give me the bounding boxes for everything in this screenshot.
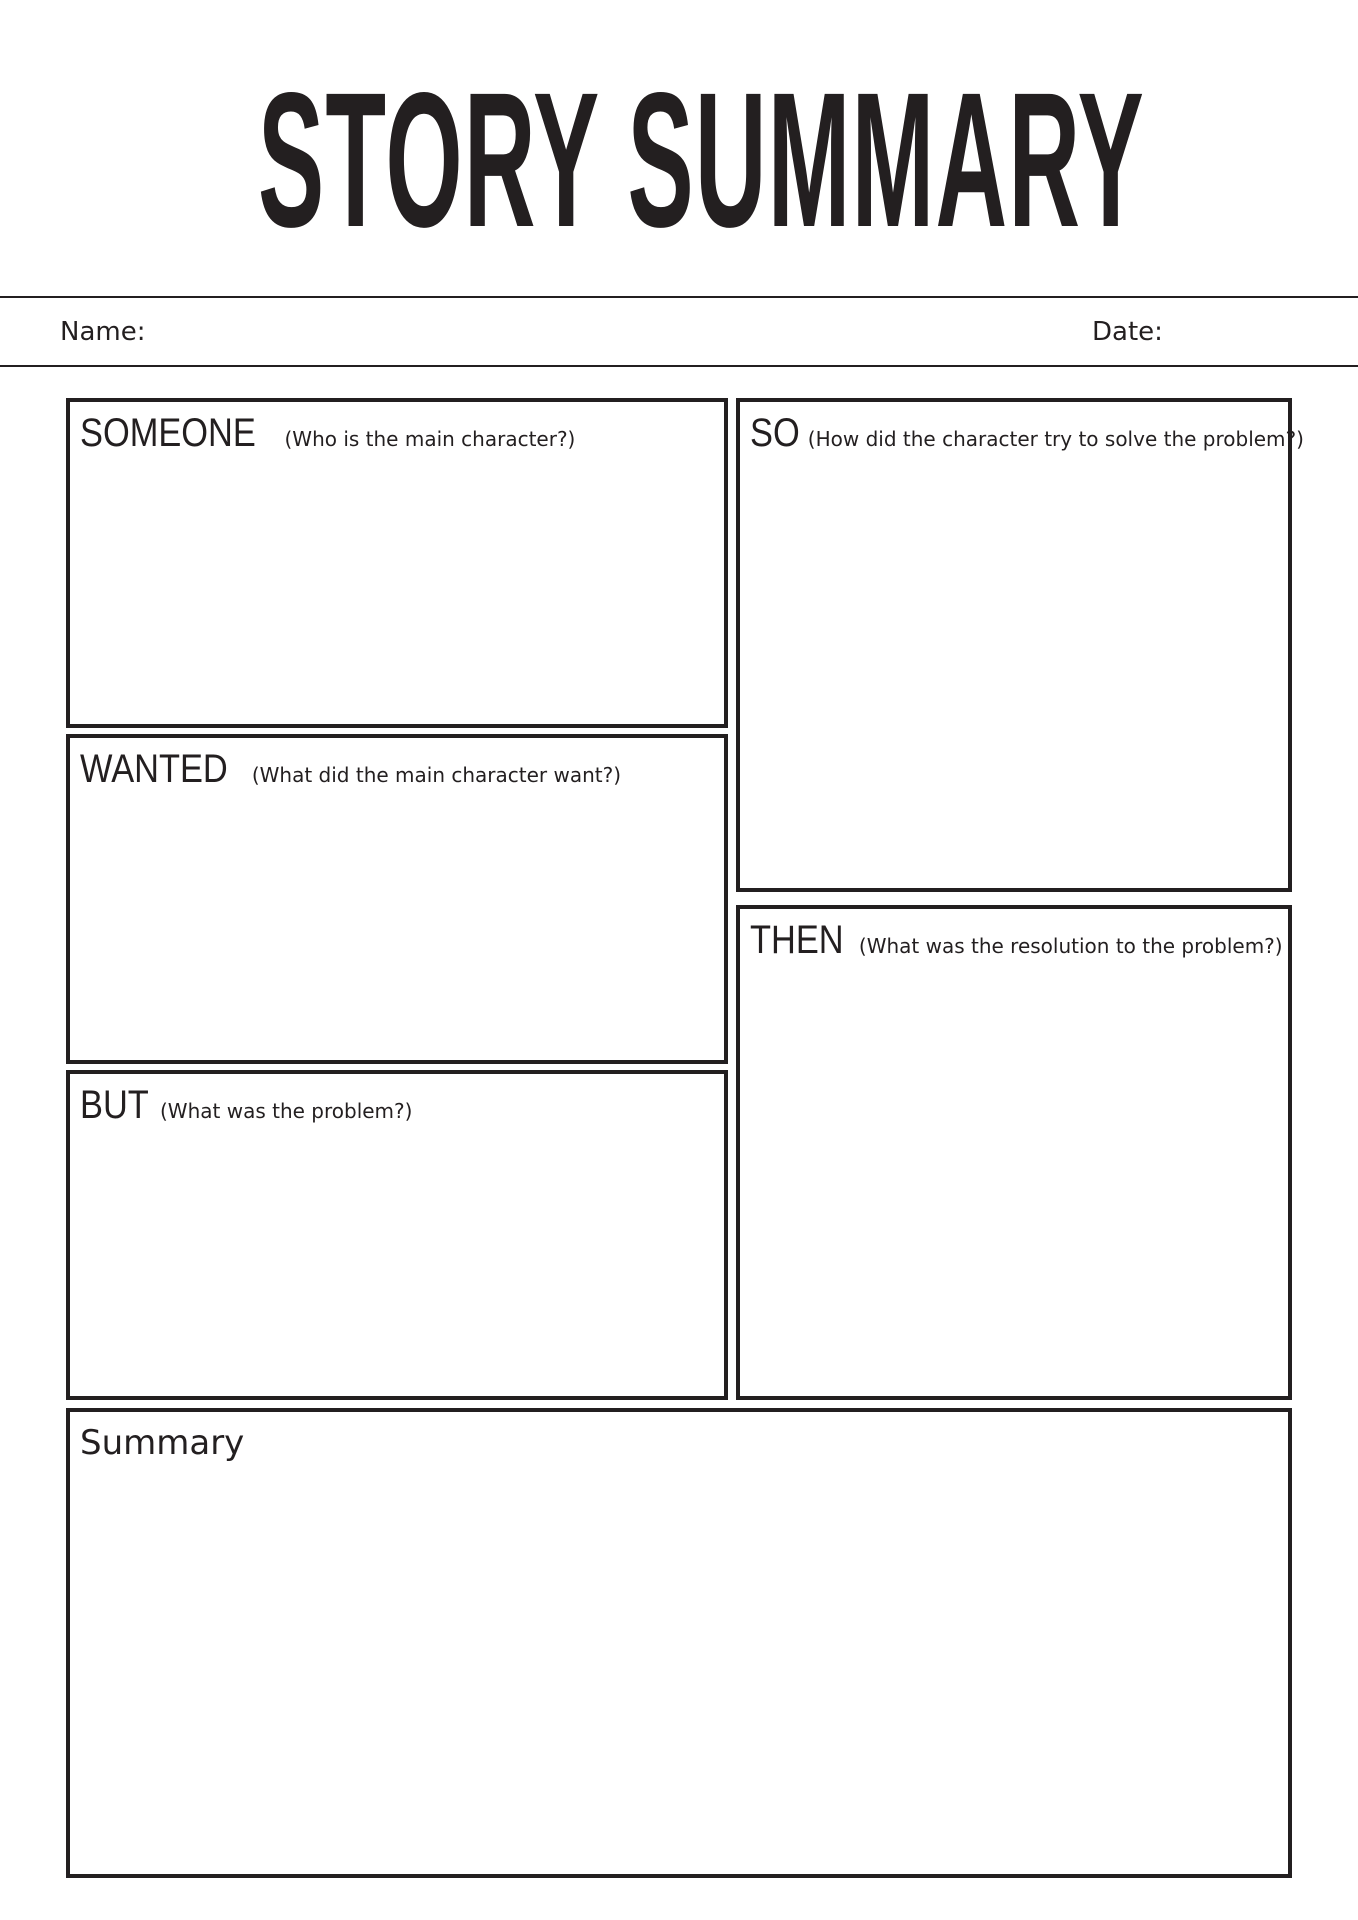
but-word: BUT xyxy=(80,1083,149,1127)
then-box[interactable] xyxy=(736,905,1292,1400)
header-rule-top xyxy=(0,296,1358,298)
someone-heading xyxy=(80,408,575,458)
someone-question: (Who is the main character?) xyxy=(284,427,576,451)
name-label: Name: xyxy=(60,317,146,347)
someone-box[interactable] xyxy=(66,398,728,728)
but-box[interactable] xyxy=(66,1070,728,1400)
then-heading xyxy=(750,915,1283,965)
so-word: SO xyxy=(750,411,800,455)
someone-word: SOMEONE xyxy=(80,411,256,455)
wanted-box[interactable] xyxy=(66,734,728,1064)
worksheet-title: STORY SUMMARY xyxy=(258,52,1145,267)
wanted-heading xyxy=(80,744,621,794)
then-word: THEN xyxy=(750,918,844,962)
wanted-word: WANTED xyxy=(80,747,228,791)
header-rule-bottom xyxy=(0,365,1358,367)
but-question: (What was the problem?) xyxy=(160,1099,413,1123)
so-box[interactable] xyxy=(736,398,1304,892)
date-label: Date: xyxy=(1092,317,1163,347)
summary-word: Summary xyxy=(80,1423,245,1463)
summary-heading xyxy=(80,1418,244,1468)
wanted-question: (What did the main character want?) xyxy=(251,763,622,787)
then-question: (What was the resolution to the problem?) xyxy=(858,934,1283,958)
so-question: (How did the character try to solve the problem?) xyxy=(807,427,1304,451)
summary-box[interactable] xyxy=(66,1408,1292,1878)
so-heading xyxy=(750,408,1304,458)
but-heading xyxy=(80,1080,412,1130)
